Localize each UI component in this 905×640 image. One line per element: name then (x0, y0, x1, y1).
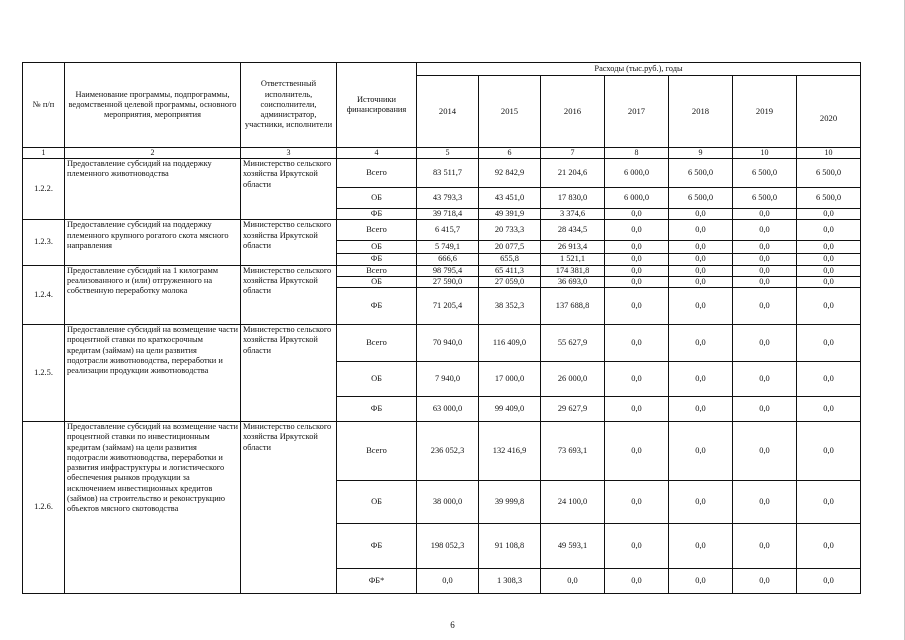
funding-source: ОБ (337, 241, 417, 254)
expense-value-2016: 28 434,5 (541, 220, 605, 241)
expense-value-2015: 1 308,3 (479, 569, 541, 594)
activity-name: Предоставление субсидий на поддержку племенного животноводства (65, 159, 241, 220)
expense-value-2014: 98 795,4 (417, 265, 479, 276)
expense-value-2016: 21 204,6 (541, 159, 605, 188)
expense-value-2018: 0,0 (669, 524, 733, 569)
expense-value-2014: 83 511,7 (417, 159, 479, 188)
expense-value-2014: 0,0 (417, 569, 479, 594)
funding-source: ОБ (337, 362, 417, 397)
expense-value-2015: 49 391,9 (479, 209, 541, 220)
expense-value-2015: 20 733,3 (479, 220, 541, 241)
expense-value-2020: 0,0 (797, 276, 861, 287)
funding-source: Всего (337, 422, 417, 481)
expense-value-2018: 0,0 (669, 288, 733, 325)
expense-value-2019: 0,0 (733, 265, 797, 276)
activity-name: Предоставление субсидий на возмещение части процентной ставки по краткосрочным кредитам (займам) на цели развития подотрасли животноводства, переработки и реализации продукции животноводства (65, 325, 241, 422)
column-number: 2 (65, 148, 241, 159)
expense-value-2014: 236 052,3 (417, 422, 479, 481)
year-2018: 2018 (669, 76, 733, 148)
expense-value-2016: 24 100,0 (541, 481, 605, 524)
expense-value-2018: 0,0 (669, 209, 733, 220)
table-row (23, 422, 861, 481)
funding-source: ФБ* (337, 569, 417, 594)
expense-value-2016: 0,0 (541, 569, 605, 594)
expense-value-2019: 0,0 (733, 288, 797, 325)
column-number: 10 (797, 148, 861, 159)
column-numbering-row (23, 148, 861, 159)
expense-value-2019: 6 500,0 (733, 188, 797, 209)
expense-value-2017: 0,0 (605, 288, 669, 325)
activity-name: Предоставление субсидий на возмещение части процентной ставки по инвестиционным кредитам (займам) на цели развития подотрасли животноводства, переработки и развития инфраструктуры и логистического обеспечения рынков продукции за исключением инвестиционных кредитов (займов) на строительство и реконструкцию объектов мясного скотоводства (65, 422, 241, 594)
activity-name: Предоставление субсидий на поддержку племенного крупного рогатого скота мясного направления (65, 220, 241, 265)
expense-value-2016: 137 688,8 (541, 288, 605, 325)
expense-value-2019: 0,0 (733, 362, 797, 397)
year-2019: 2019 (733, 76, 797, 148)
expense-value-2015: 132 416,9 (479, 422, 541, 481)
expense-value-2014: 27 590,0 (417, 276, 479, 287)
table-body (23, 63, 861, 594)
expense-value-2019: 0,0 (733, 481, 797, 524)
expense-value-2014: 6 415,7 (417, 220, 479, 241)
expense-value-2015: 655,8 (479, 254, 541, 265)
activity-responsible: Министерство сельского хозяйства Иркутской области (241, 325, 337, 422)
expense-value-2015: 38 352,3 (479, 288, 541, 325)
expense-value-2015: 91 108,8 (479, 524, 541, 569)
expense-value-2017: 0,0 (605, 254, 669, 265)
expense-value-2014: 39 718,4 (417, 209, 479, 220)
expense-value-2020: 0,0 (797, 254, 861, 265)
expense-value-2019: 0,0 (733, 209, 797, 220)
activity-code: 1.2.4. (23, 265, 65, 325)
activity-code: 1.2.6. (23, 422, 65, 594)
expense-value-2019: 0,0 (733, 276, 797, 287)
header-num: № п/п (23, 63, 65, 148)
expense-value-2019: 0,0 (733, 569, 797, 594)
header-responsible: Ответственный исполнитель, соисполнители, администратор, участники, исполнители (241, 63, 337, 148)
activity-responsible: Министерство сельского хозяйства Иркутской области (241, 159, 337, 220)
column-number: 8 (605, 148, 669, 159)
expense-value-2015: 65 411,3 (479, 265, 541, 276)
expense-value-2019: 0,0 (733, 397, 797, 422)
expense-value-2017: 0,0 (605, 209, 669, 220)
expense-value-2015: 17 000,0 (479, 362, 541, 397)
expense-value-2015: 99 409,0 (479, 397, 541, 422)
expense-value-2018: 0,0 (669, 220, 733, 241)
table-row (23, 220, 861, 241)
activity-code: 1.2.3. (23, 220, 65, 265)
expense-value-2014: 38 000,0 (417, 481, 479, 524)
expense-value-2017: 6 000,0 (605, 159, 669, 188)
column-number: 4 (337, 148, 417, 159)
expense-value-2014: 666,6 (417, 254, 479, 265)
table-row (23, 159, 861, 188)
year-2017: 2017 (605, 76, 669, 148)
expense-value-2018: 0,0 (669, 265, 733, 276)
activity-responsible: Министерство сельского хозяйства Иркутской области (241, 220, 337, 265)
expense-value-2018: 6 500,0 (669, 159, 733, 188)
expense-value-2014: 71 205,4 (417, 288, 479, 325)
expense-value-2015: 20 077,5 (479, 241, 541, 254)
page-number: 6 (450, 620, 455, 630)
funding-source: Всего (337, 265, 417, 276)
expense-value-2017: 0,0 (605, 524, 669, 569)
expense-value-2014: 198 052,3 (417, 524, 479, 569)
expense-value-2014: 7 940,0 (417, 362, 479, 397)
funding-source: ОБ (337, 276, 417, 287)
expense-value-2016: 49 593,1 (541, 524, 605, 569)
expense-value-2020: 0,0 (797, 481, 861, 524)
column-number: 5 (417, 148, 479, 159)
header-row-top (23, 63, 861, 76)
funding-source: Всего (337, 325, 417, 362)
expense-value-2017: 0,0 (605, 569, 669, 594)
expense-value-2019: 0,0 (733, 220, 797, 241)
expense-value-2017: 0,0 (605, 422, 669, 481)
expense-value-2016: 26 000,0 (541, 362, 605, 397)
expense-value-2018: 0,0 (669, 397, 733, 422)
expense-value-2016: 73 693,1 (541, 422, 605, 481)
expense-value-2015: 116 409,0 (479, 325, 541, 362)
expense-value-2014: 63 000,0 (417, 397, 479, 422)
expense-value-2020: 0,0 (797, 569, 861, 594)
expense-value-2016: 17 830,0 (541, 188, 605, 209)
activity-code: 1.2.5. (23, 325, 65, 422)
expense-value-2016: 36 693,0 (541, 276, 605, 287)
expense-value-2016: 55 627,9 (541, 325, 605, 362)
expense-value-2017: 0,0 (605, 265, 669, 276)
expense-value-2015: 27 059,0 (479, 276, 541, 287)
expense-value-2020: 6 500,0 (797, 188, 861, 209)
expense-value-2014: 70 940,0 (417, 325, 479, 362)
expense-value-2018: 0,0 (669, 276, 733, 287)
expense-value-2017: 0,0 (605, 362, 669, 397)
expense-value-2016: 29 627,9 (541, 397, 605, 422)
table-row (23, 325, 861, 362)
funding-source: ФБ (337, 524, 417, 569)
funding-source: ФБ (337, 288, 417, 325)
expense-value-2020: 0,0 (797, 220, 861, 241)
header-name: Наименование программы, подпрограммы, ведомственной целевой программы, основного мероприятия, мероприятия (65, 63, 241, 148)
expense-value-2019: 0,0 (733, 325, 797, 362)
year-2014: 2014 (417, 76, 479, 148)
expense-value-2014: 5 749,1 (417, 241, 479, 254)
funding-source: ФБ (337, 209, 417, 220)
activity-responsible: Министерство сельского хозяйства Иркутской области (241, 422, 337, 594)
expense-value-2018: 0,0 (669, 325, 733, 362)
activity-name: Предоставление субсидий на 1 килограмм реализованного и (или) отгруженного на собственную переработку молока (65, 265, 241, 325)
expense-value-2017: 0,0 (605, 481, 669, 524)
funding-source: ОБ (337, 481, 417, 524)
expense-value-2020: 0,0 (797, 241, 861, 254)
expense-value-2018: 0,0 (669, 254, 733, 265)
expense-value-2019: 6 500,0 (733, 159, 797, 188)
expense-value-2018: 0,0 (669, 422, 733, 481)
expense-value-2019: 0,0 (733, 524, 797, 569)
expense-value-2020: 0,0 (797, 325, 861, 362)
expense-value-2015: 39 999,8 (479, 481, 541, 524)
expense-value-2019: 0,0 (733, 254, 797, 265)
column-number: 7 (541, 148, 605, 159)
expense-value-2020: 0,0 (797, 288, 861, 325)
expense-value-2017: 0,0 (605, 325, 669, 362)
expense-value-2020: 0,0 (797, 362, 861, 397)
expense-value-2018: 6 500,0 (669, 188, 733, 209)
budget-table (22, 62, 861, 594)
expense-value-2020: 0,0 (797, 422, 861, 481)
expense-value-2020: 0,0 (797, 524, 861, 569)
column-number: 9 (669, 148, 733, 159)
year-2016: 2016 (541, 76, 605, 148)
expense-value-2016: 26 913,4 (541, 241, 605, 254)
expense-value-2017: 0,0 (605, 241, 669, 254)
expense-value-2019: 0,0 (733, 422, 797, 481)
expense-value-2018: 0,0 (669, 569, 733, 594)
expense-value-2020: 0,0 (797, 209, 861, 220)
expense-value-2016: 3 374,6 (541, 209, 605, 220)
funding-source: ФБ (337, 254, 417, 265)
expense-value-2015: 92 842,9 (479, 159, 541, 188)
header-expenses: Расходы (тыс.руб.), годы (417, 63, 861, 76)
activity-code: 1.2.2. (23, 159, 65, 220)
expense-value-2020: 0,0 (797, 397, 861, 422)
expense-value-2019: 0,0 (733, 241, 797, 254)
year-2015: 2015 (479, 76, 541, 148)
expense-value-2020: 0,0 (797, 265, 861, 276)
header-sources: Источники финансирования (337, 63, 417, 148)
funding-source: Всего (337, 159, 417, 188)
expense-value-2015: 43 451,0 (479, 188, 541, 209)
funding-source: Всего (337, 220, 417, 241)
expense-value-2017: 6 000,0 (605, 188, 669, 209)
table-row (23, 265, 861, 276)
expense-value-2018: 0,0 (669, 241, 733, 254)
expense-value-2018: 0,0 (669, 362, 733, 397)
expense-value-2017: 0,0 (605, 276, 669, 287)
year-2020: 2020 (797, 76, 861, 148)
column-number: 10 (733, 148, 797, 159)
column-number: 1 (23, 148, 65, 159)
activity-responsible: Министерство сельского хозяйства Иркутской области (241, 265, 337, 325)
expense-value-2017: 0,0 (605, 397, 669, 422)
budget-document (22, 62, 860, 594)
column-number: 3 (241, 148, 337, 159)
expense-value-2016: 174 381,8 (541, 265, 605, 276)
expense-value-2014: 43 793,3 (417, 188, 479, 209)
column-number: 6 (479, 148, 541, 159)
expense-value-2017: 0,0 (605, 220, 669, 241)
funding-source: ФБ (337, 397, 417, 422)
expense-value-2018: 0,0 (669, 481, 733, 524)
funding-source: ОБ (337, 188, 417, 209)
expense-value-2020: 6 500,0 (797, 159, 861, 188)
expense-value-2016: 1 521,1 (541, 254, 605, 265)
